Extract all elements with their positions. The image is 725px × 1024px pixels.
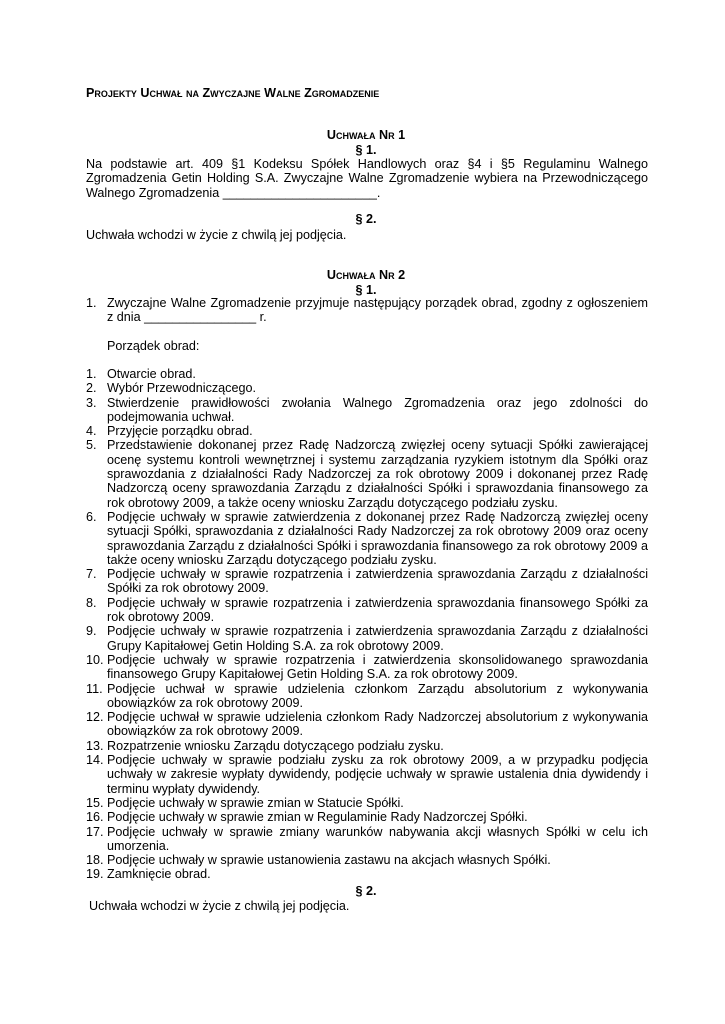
agenda-item: 8. Podjęcie uchwały w sprawie rozpatrzenia i zatwierdzenia sprawozdania finansowego Spółki za rok obrotowy 2009. — [86, 595, 648, 625]
resolution-2-title: Uchwała Nr 2 — [326, 268, 406, 282]
agenda-label: Porządek obrad: — [107, 339, 200, 353]
resolution-1-section-1: § 1. — [355, 143, 377, 157]
resolution-2-section-2: § 2. — [355, 884, 377, 898]
resolution-2-section-1: § 1. — [355, 283, 377, 297]
agenda-item: 12. Podjęcie uchwał w sprawie udzielenia członkom Rady Nadzorczej absolutorium z wykonywania obowiązków za rok obrotowy 2009. — [86, 710, 648, 739]
agenda-item: 10. Podjęcie uchwały w sprawie rozpatrzenia i zatwierdzenia skonsolidowanego sprawozdania finansowego Grupy Kapitałowej Getin Holding S.A. za rok obrotowy 2009. — [86, 652, 648, 682]
agenda-item: 9. Podjęcie uchwały w sprawie rozpatrzenia i zatwierdzenia sprawozdania Zarządu z działalności Grupy Kapitałowej Getin Holding S.A. za rok obrotowy 2009. — [86, 624, 648, 653]
agenda-item: 6. Podjęcie uchwały w sprawie zatwierdzenia z dokonanej przez Radę Nadzorczą zwięzłej oceny sytuacji Spółki, sprawozdania z działalności Rady Nadzorczej za rok obrotowy 2009 oraz oceny sprawozdania Zarządu z działalności Spółki i sprawozdania finansowego za rok obrotowy 2009 a także oceny wniosku Zarządu dotyczącego podziału zysku. — [86, 509, 648, 567]
agenda-list — [86, 367, 648, 882]
document-title: Projekty Uchwał na Zwyczajne Walne Zgromadzenie — [86, 86, 380, 100]
agenda-item: 4. Przyjęcie porządku obrad. — [86, 424, 253, 439]
agenda-item: 19. Zamknięcie obrad. — [86, 867, 211, 882]
agenda-item: 3. Stwierdzenie prawidłowości zwołania Walnego Zgromadzenia oraz jego zdolności do podejmowania uchwał. — [86, 395, 648, 424]
resolution-2-point-1 — [86, 296, 648, 325]
agenda-item: 7. Podjęcie uchwały w sprawie rozpatrzenia i zatwierdzenia sprawozdania Zarządu z działalności Spółki za rok obrotowy 2009. — [86, 567, 648, 596]
agenda-item: 13. Rozpatrzenie wniosku Zarządu dotyczącego podziału zysku. — [86, 738, 444, 753]
resolution-1-text: Na podstawie art. 409 §1 Kodeksu Spółek Handlowych oraz §4 i §5 Regulaminu Walnego Zgromadzenia Getin Holding S.A. Zwyczajne Walne Zgromadzenie wybiera na Przewodniczącego Walnego Zgromadzenia ______________________. — [86, 157, 648, 200]
agenda-item: 1. Otwarcie obrad. — [86, 367, 196, 381]
agenda-item: 14. Podjęcie uchwały w sprawie podziału zysku za rok obrotowy 2009, a w przypadku podjęcia uchwały w zakresie wypłaty dywidendy, podjęcie uchwały w sprawie ustalenia dnia dywidendy i terminu wypłaty dywidendy. — [86, 753, 648, 796]
resolution-2-closing: Uchwała wchodzi w życie z chwilą jej podjęcia. — [89, 899, 350, 913]
agenda-item: 18. Podjęcie uchwały w sprawie ustanowienia zastawu na akcjach własnych Spółki. — [86, 853, 551, 868]
resolution-1-closing: Uchwała wchodzi w życie z chwilą jej podjęcia. — [86, 228, 347, 242]
resolution-1-section-2: § 2. — [355, 212, 377, 226]
point-text: Zwyczajne Walne Zgromadzenie przyjmuje następujący porządek obrad, zgodny z ogłoszeniem z dnia ________________ r. — [107, 296, 648, 325]
agenda-item: 16. Podjęcie uchwały w sprawie zmian w Regulaminie Rady Nadzorczej Spółki. — [86, 810, 528, 825]
agenda-item: 15. Podjęcie uchwały w sprawie zmian w Statucie Spółki. — [86, 795, 404, 810]
agenda-item: 17. Podjęcie uchwały w sprawie zmiany warunków nabywania akcji własnych Spółki w celu ich umorzenia. — [86, 824, 648, 853]
point-number: 1. — [86, 296, 97, 310]
resolution-1-title: Uchwała Nr 1 — [326, 128, 406, 142]
agenda-item: 2. Wybór Przewodniczącego. — [86, 381, 256, 396]
agenda-item: 11. Podjęcie uchwał w sprawie udzielenia członkom Zarządu absolutorium z wykonywania obowiązków za rok obrotowy 2009. — [86, 681, 648, 710]
agenda-item: 5. Przedstawienie dokonanej przez Radę Nadzorczą zwięzłej oceny sytuacji Spółki zawierającej ocenę systemu kontroli wewnętrznej i systemu zarządzania ryzykiem istotnym dla Spółki oraz sprawozdania z działalności Rady Nadzorczej za rok obrotowy 2009 i dokonanej przez Radę Nadzorczą oceny sprawozdania Zarządu z działalności Spółki i sprawozdania finansowego za rok obrotowy 2009, a także oceny wniosku Zarządu dotyczącego podziału zysku. — [86, 438, 648, 510]
